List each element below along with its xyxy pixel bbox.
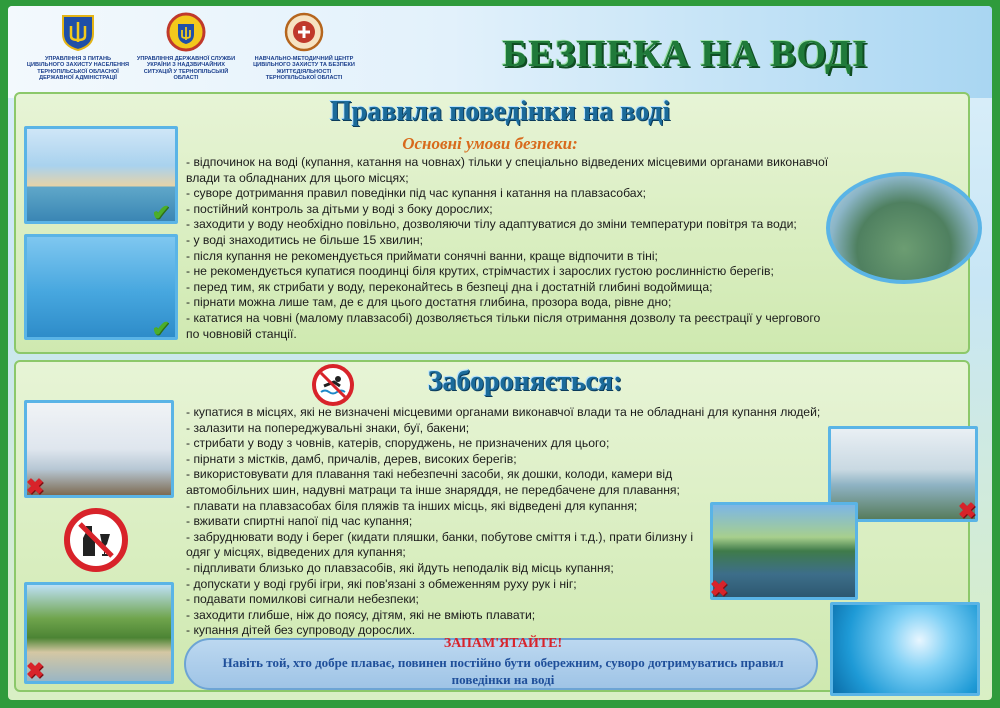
list-item: - кататися на човні (малому плавзасобі) дозволяється тільки після отримання дозволу та реєстрації у чергового по човновій станції. (186, 310, 821, 341)
trident-shield-icon (58, 12, 98, 52)
cross-icon: ✖ (957, 498, 977, 523)
cross-icon: ✖ (709, 576, 729, 601)
list-item: - підпливати близько до плавзасобів, які йдуть неподалік від місць купання; (186, 560, 614, 575)
crowded-shore-photo (24, 582, 174, 684)
list-item: - пірнати можна лише там, де є для цього достатня глибина, прозора вода, рівне дно; (186, 295, 672, 310)
prohibited-heading: Забороняється: (427, 366, 623, 397)
list-item: - після купання не рекомендується приймати сонячні ванни, краще відпочити в тіні; (186, 248, 658, 263)
list-item: - вживати спиртні напої під час купання; (186, 514, 413, 529)
logo-emergency-service (134, 12, 238, 82)
rules-subheading: Основні умови безпеки: (402, 134, 578, 153)
checkmark-icon: ✔ (151, 316, 171, 341)
emergency-service-emblem-icon (166, 12, 206, 52)
list-item: - суворе дотримання правил поведінки під час купання і катання на плавзасобах; (186, 186, 647, 201)
list-item: - пірнати з містків, дамб, причалів, дерев, високих берегів; (186, 451, 517, 466)
list-item: - залазити на попереджувальні знаки, буї, бакени; (186, 420, 470, 435)
fisherman-boat-photo (826, 172, 982, 284)
list-item: - у воді знаходитись не більше 15 хвилин; (186, 232, 424, 247)
rules-list (186, 155, 836, 342)
list-item: - відпочинок на воді (купання, катання на човнах) тільки у спеціально відведених місцевими органами виконавчої влади та обладнаних для цього місцях; (186, 155, 829, 185)
remember-banner (184, 638, 818, 690)
child-swimming-photo (830, 602, 980, 696)
cross-icon: ✖ (25, 658, 45, 683)
rules-heading: Правила поведінки на воді (329, 96, 671, 127)
page-title: БЕЗПЕКА НА ВОДІ (502, 33, 868, 75)
remember-text: Навіть той, хто добре плаває, повинен постійно бути обережним, суворо дотримуватись правил поведінки на воді (222, 655, 784, 687)
list-item: - допускати у воді грубі ігри, які пов'язані з обмеженням руху рук і ніг; (186, 576, 577, 591)
logo-caption: УПРАВЛІННЯ ДЕРЖАВНОЇ СЛУЖБИ УКРАЇНИ З НАДЗВИЧАЙНИХ СИТУАЦІЙ У ТЕРНОПІЛЬСЬКІЙ ОБЛАСТІ (136, 56, 236, 82)
jumping-into-water-photo (24, 400, 174, 498)
training-center-emblem-icon (284, 12, 324, 52)
list-item: - перед тим, як стрибати у воду, переконайтесь в безпеці дна і достатній глибині водоймища; (186, 279, 713, 294)
logo-civil-protection (26, 12, 130, 82)
no-swimming-icon (312, 364, 354, 406)
list-item: - купатися в місцях, які не визначені місцевими органами виконавчої влади та не обладнані для купання людей; (186, 405, 821, 419)
list-item: - заходити глибше, ніж до поясу, дітям, які не вміють плавати; (186, 607, 536, 622)
list-item: - забруднювати воду і берег (кидати пляшки, банки, побутове сміття і т.д.), прати білизну і одяг у місцях, відведених для купання; (186, 529, 694, 560)
list-item: - заходити у воду необхідно повільно, дозволяючи тілу адаптуватися до зміни температури повітря та води; (186, 217, 797, 232)
logo-caption: УПРАВЛІННЯ З ПИТАНЬ ЦИВІЛЬНОГО ЗАХИСТУ НАСЕЛЕННЯ ТЕРНОПІЛЬСЬКОЇ ОБЛАСНОЇ ДЕРЖАВНОЇ АДМІНІСТРАЦІЇ (26, 56, 130, 82)
list-item: - не рекомендується купатися поодинці біля крутих, стрімчастих і зарослих густою рослинністю берегів; (186, 264, 774, 279)
checkmark-icon: ✔ (151, 200, 171, 225)
logo-training-center (252, 12, 356, 82)
list-item: - купання дітей без супроводу дорослих. (186, 623, 416, 638)
logo-caption: НАВЧАЛЬНО-МЕТОДИЧНИЙ ЦЕНТР ЦИВІЛЬНОГО ЗАХИСТУ ТА БЕЗПЕКИ ЖИТТЄДІЯЛЬНОСТІ ТЕРНОПІЛЬСЬКОЇ ОБЛАСТІ (253, 56, 355, 82)
list-item: - стрибати у воду з човнів, катерів, споруджень, не призначених для цього; (186, 436, 610, 451)
remember-title: ЗАПАМ'ЯТАЙТЕ! (443, 636, 563, 651)
list-item: - подавати помилкові сигнали небезпеки; (186, 592, 419, 607)
list-item: - плавати на плавзасобах біля пляжів та інших місць, які відведені для купання; (186, 498, 638, 513)
no-alcohol-icon (64, 508, 128, 572)
list-item: - використовувати для плавання такі небезпечні засоби, як дошки, колоди, камери від автомобільних шин, надувні матраци та інше знаряддя, не передбачене для плавання; (186, 467, 680, 497)
cross-icon: ✖ (25, 474, 45, 499)
river-diving-photo (710, 502, 858, 600)
list-item: - постійний контроль за дітьми у воді з боку дорослих; (186, 201, 493, 216)
